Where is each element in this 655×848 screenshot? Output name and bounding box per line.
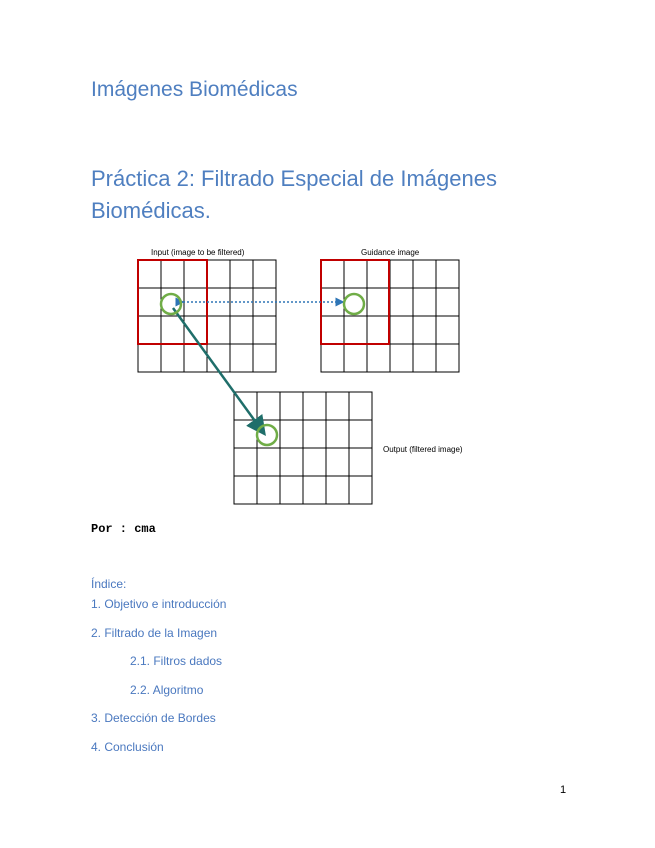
output-image-label: Output (filtered image) bbox=[383, 445, 463, 454]
grid-cell bbox=[161, 260, 184, 288]
grid-cell bbox=[349, 392, 372, 420]
grid-cell bbox=[321, 260, 344, 288]
grid-cell bbox=[413, 288, 436, 316]
grid-cell bbox=[234, 448, 257, 476]
grid-cell bbox=[326, 476, 349, 504]
grid-cell bbox=[413, 316, 436, 344]
grid-cell bbox=[280, 476, 303, 504]
grid-cell bbox=[303, 420, 326, 448]
grid-cell bbox=[436, 288, 459, 316]
toc-item-filtros-dados[interactable]: 2.1. Filtros dados bbox=[130, 654, 223, 668]
grid-cell bbox=[280, 392, 303, 420]
grid-cell bbox=[230, 260, 253, 288]
grid-cell bbox=[390, 316, 413, 344]
grid-cell bbox=[138, 316, 161, 344]
author-name: cma bbox=[134, 522, 156, 536]
grid-cell bbox=[436, 316, 459, 344]
document-title: Imágenes Biomédicas bbox=[91, 78, 298, 101]
grid-cell bbox=[230, 288, 253, 316]
grid-cell bbox=[344, 344, 367, 372]
guided-filter-diagram bbox=[133, 240, 493, 508]
grid-cell bbox=[230, 316, 253, 344]
grid-cell bbox=[367, 260, 390, 288]
grid-cell bbox=[161, 344, 184, 372]
toc-item-algoritmo[interactable]: 2.2. Algoritmo bbox=[130, 683, 204, 697]
guidance-image-label: Guidance image bbox=[361, 248, 420, 257]
grid-cell bbox=[413, 260, 436, 288]
grid-cell bbox=[257, 392, 280, 420]
grid-cell bbox=[344, 260, 367, 288]
grid-cell bbox=[367, 344, 390, 372]
grid-cell bbox=[280, 448, 303, 476]
grid-cell bbox=[184, 260, 207, 288]
grid-cell bbox=[303, 392, 326, 420]
grid-cell bbox=[234, 420, 257, 448]
grid-cell bbox=[280, 420, 303, 448]
grid-cell bbox=[390, 288, 413, 316]
grid-cell bbox=[349, 448, 372, 476]
author-label: Por : bbox=[91, 522, 128, 536]
grid-cell bbox=[321, 344, 344, 372]
grid-cell bbox=[253, 260, 276, 288]
grid-cell bbox=[257, 448, 280, 476]
grid-cell bbox=[303, 448, 326, 476]
toc-item-conclusion[interactable]: 4. Conclusión bbox=[91, 740, 164, 754]
grid-cell bbox=[344, 316, 367, 344]
grid-cell bbox=[207, 316, 230, 344]
grid-cell bbox=[436, 260, 459, 288]
grid-cell bbox=[349, 476, 372, 504]
grid-cell bbox=[367, 316, 390, 344]
grid-cell bbox=[138, 260, 161, 288]
grid-cell bbox=[207, 288, 230, 316]
grid-cell bbox=[230, 344, 253, 372]
grid-cell bbox=[413, 344, 436, 372]
grid-cell bbox=[326, 448, 349, 476]
grid-cell bbox=[234, 476, 257, 504]
grid-cell bbox=[207, 260, 230, 288]
toc-item-deteccion-bordes[interactable]: 3. Detección de Bordes bbox=[91, 711, 216, 725]
document-subtitle: Práctica 2: Filtrado Especial de Imágenes Biomédicas. bbox=[91, 166, 497, 223]
grid-cell bbox=[367, 288, 390, 316]
grid-cell bbox=[326, 420, 349, 448]
author-line bbox=[91, 522, 156, 536]
grid-cell bbox=[138, 288, 161, 316]
grid-cell bbox=[326, 392, 349, 420]
grid-cell bbox=[390, 344, 413, 372]
grid-cell bbox=[436, 344, 459, 372]
grid-cell bbox=[257, 476, 280, 504]
grid-cell bbox=[390, 260, 413, 288]
toc-item-objetivo[interactable]: 1. Objetivo e introducción bbox=[91, 597, 227, 611]
output-grid bbox=[234, 392, 372, 504]
grid-cell bbox=[303, 476, 326, 504]
input-image-label: Input (image to be filtered) bbox=[151, 248, 245, 257]
grid-cell bbox=[253, 344, 276, 372]
grid-cell bbox=[138, 344, 161, 372]
grid-cell bbox=[349, 420, 372, 448]
grid-cell bbox=[253, 316, 276, 344]
page-number: 1 bbox=[560, 784, 567, 796]
toc-heading: Índice: bbox=[91, 577, 127, 591]
grid-cell bbox=[321, 316, 344, 344]
toc-item-filtrado[interactable]: 2. Filtrado de la Imagen bbox=[91, 626, 218, 640]
